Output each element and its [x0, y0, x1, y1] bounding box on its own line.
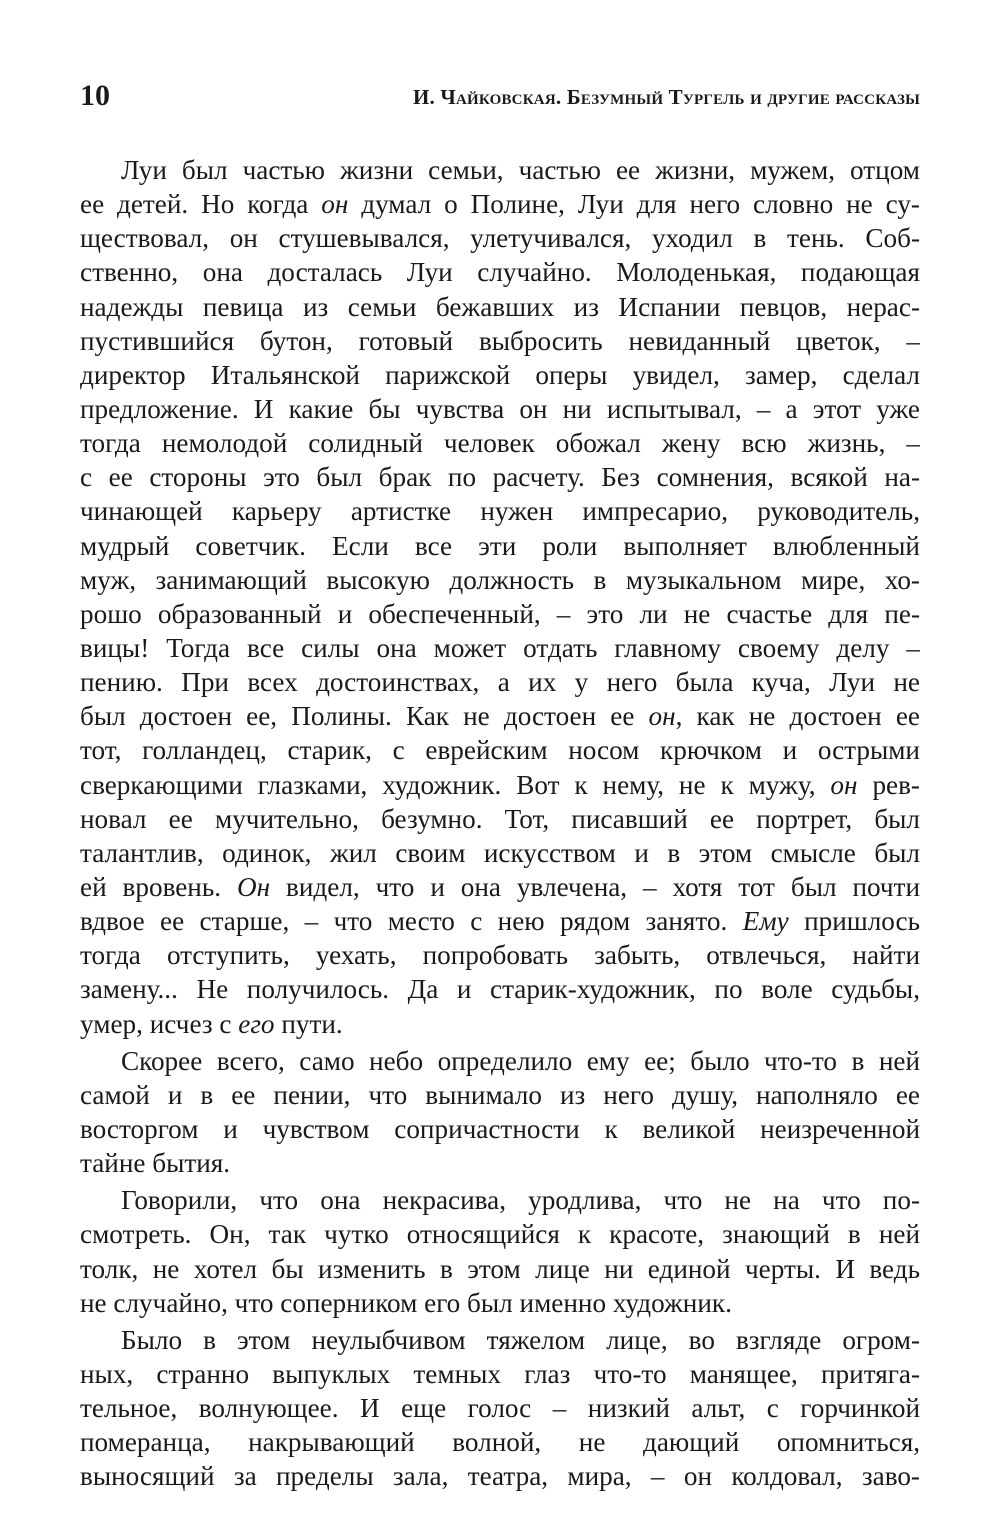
text-line [80, 290, 920, 324]
text-run: выносящий за пределы зала, театра, мира, – он колдовал, заво- [80, 1461, 920, 1492]
text-run: предложение. И какие бы чувства он ни испытывал, – а этот уже [80, 393, 920, 424]
text-run: пришлось [788, 906, 920, 937]
text-line [80, 1007, 920, 1041]
text-run: Было в этом неулыбчивом тяжелом лице, во взгляде огром- [121, 1324, 920, 1355]
text-line [80, 665, 920, 699]
paragraph [80, 1323, 920, 1494]
text-line [80, 1078, 920, 1112]
text-line [80, 153, 920, 187]
text-run: толк, не хотел бы изменить в этом лице ни единой черты. И ведь [80, 1253, 920, 1284]
text-run: ее детей. Но когда [80, 189, 322, 220]
running-head [80, 78, 920, 118]
running-head-title: И. Чайковская. Безумный Тургель и другие рассказы [412, 85, 920, 109]
text-run: рев- [857, 769, 920, 800]
text-run: талантлив, одинок, жил своим искусством и в этом смысле был [80, 837, 920, 868]
text-run: самой и в ее пении, что вынимало из него душу, наполняло ее [80, 1079, 920, 1110]
text-line [80, 392, 920, 426]
text-run: думал о Полине, Луи для него словно не су- [348, 189, 920, 220]
italic-pronoun: он [321, 189, 349, 220]
text-line [80, 494, 920, 528]
text-run: ей вровень. [80, 871, 237, 902]
italic-pronoun: Он [236, 871, 271, 902]
text-run: Луи был частью жизни семьи, частью ее жизни, мужем, отцом [121, 155, 920, 185]
text-line [80, 1217, 920, 1251]
text-run: новал ее мучительно, безумно. Тот, писавший ее портрет, был [80, 803, 920, 834]
text-line [80, 972, 920, 1006]
text-line [80, 1044, 920, 1078]
text-run: пустившийся бутон, готовый выбросить невиданный цветок, – [80, 325, 920, 356]
text-run: тот, голландец, старик, с еврейским носом крючком и острыми [80, 735, 920, 766]
paragraph [80, 1183, 920, 1320]
text-line [80, 699, 920, 733]
text-line [80, 1425, 920, 1459]
text-run: замену... Не получилось. Да и старик-художник, по воле судьбы, [80, 974, 920, 1005]
page-number: 10 [80, 79, 110, 112]
text-line [80, 255, 920, 289]
text-run: пути. [274, 1008, 343, 1039]
text-run: директор Итальянской парижской оперы увидел, замер, сделал [80, 359, 920, 390]
text-line [80, 1391, 920, 1425]
text-line [80, 529, 920, 563]
text-run: видел, что и она увлечена, – хотя тот был почти [270, 871, 920, 902]
text-line [80, 221, 920, 255]
text-line [80, 460, 920, 494]
text-run: был достоен ее, Полины. Как не достоен ее [80, 701, 649, 732]
text-run: тельное, волнующее. И еще голос – низкий альт, с горчинкой [80, 1393, 920, 1424]
text-run: с ее стороны это был брак по расчету. Без сомнения, всякой на- [80, 462, 920, 493]
text-line [80, 1357, 920, 1391]
text-line [80, 597, 920, 631]
text-line [80, 1252, 920, 1286]
text-run: померанца, накрывающий волной, не дающий опомниться, [80, 1427, 920, 1458]
text-run: тогда отступить, уехать, попробовать забыть, отвлечься, найти [80, 940, 920, 971]
text-line [80, 768, 920, 802]
text-run: , как не достоен ее [675, 701, 920, 732]
text-line [80, 938, 920, 972]
text-run: не случайно, что соперником его был именно художник. [80, 1287, 732, 1318]
text-line [80, 836, 920, 870]
text-line [80, 1286, 920, 1320]
text-run: тайне бытия. [80, 1148, 231, 1179]
text-line [80, 870, 920, 904]
text-line [80, 324, 920, 358]
text-line [80, 1323, 920, 1357]
text-line [80, 631, 920, 665]
text-line [80, 563, 920, 597]
text-run: мудрый советчик. Если все эти роли выполняет влюбленный [80, 530, 920, 561]
text-run: рошо образованный и обеспеченный, – это ли не счастье для пе- [80, 598, 920, 629]
text-run: вицы! Тогда все силы она может отдать главному своему делу – [80, 632, 920, 663]
italic-pronoun: его [238, 1008, 275, 1039]
text-line [80, 426, 920, 460]
text-line [80, 1146, 920, 1180]
text-run: ществовал, он стушевывался, улетучивался, уходил в тень. Соб- [80, 223, 920, 254]
text-line [80, 1112, 920, 1146]
text-line [80, 802, 920, 836]
italic-pronoun: Ему [742, 906, 789, 937]
italic-pronoun: он [648, 701, 676, 732]
text-run: Скорее всего, само небо определило ему ее; было что-то в ней [121, 1045, 920, 1076]
text-run: восторгом и чувством сопричастности к великой неизреченной [80, 1113, 920, 1144]
text-line [80, 1459, 920, 1493]
text-run: муж, занимающий высокую должность в музыкальном мире, хо- [80, 564, 920, 595]
text-line [80, 904, 920, 938]
text-run: тогда немолодой солидный человек обожал жену всю жизнь, – [80, 428, 920, 459]
paragraph [80, 153, 920, 1041]
paragraph [80, 1044, 920, 1181]
text-run: надежды певица из семьи бежавших из Испании певцов, нерас- [80, 291, 920, 322]
text-line [80, 187, 920, 221]
text-line [80, 733, 920, 767]
text-run: сверкающими глазками, художник. Вот к нему, не к мужу, [80, 769, 831, 800]
text-run: пению. При всех достоинствах, а их у него была куча, Луи не [80, 667, 920, 698]
text-run: вдвое ее старше, – что место с нею рядом занято. [80, 906, 743, 937]
text-run: ных, странно выпуклых темных глаз что-то манящее, притяга- [80, 1358, 920, 1389]
body-text [80, 153, 920, 1493]
text-run: смотреть. Он, так чутко относящийся к красоте, знающий в ней [80, 1219, 920, 1250]
text-line [80, 1183, 920, 1217]
text-run: Говорили, что она некрасива, уродлива, что не на что по- [121, 1185, 920, 1216]
text-run: умер, исчез с [80, 1008, 239, 1039]
text-line [80, 358, 920, 392]
text-run: чинающей карьеру артистке нужен импресарио, руководитель, [80, 496, 920, 527]
text-run: ственно, она досталась Луи случайно. Молоденькая, подающая [80, 257, 920, 288]
italic-pronoun: он [830, 769, 858, 800]
